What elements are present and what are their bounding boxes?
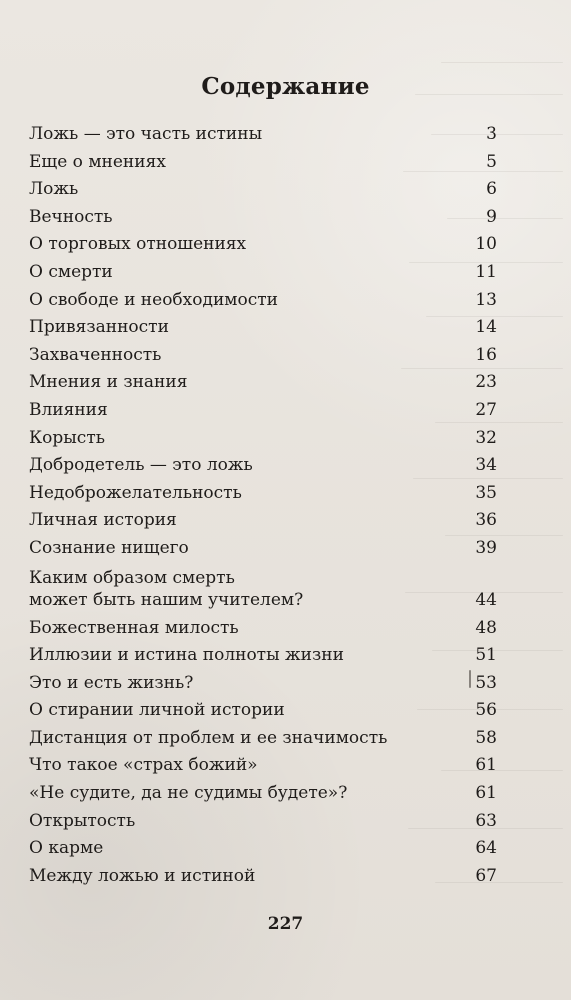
toc-entry (29, 369, 497, 397)
toc-entry-page: 32 (475, 427, 497, 448)
toc-entry-title: Сознание нищего (29, 537, 189, 558)
toc-entry-page: 5 (486, 151, 497, 172)
toc-entry-title: Ложь — это часть истины (29, 124, 263, 144)
page-number: 227 (267, 914, 304, 934)
toc-entry (29, 204, 497, 232)
toc-entry-title: Это и есть жизнь? (29, 672, 194, 693)
toc-entry-page: 34 (475, 455, 497, 476)
toc-entry (29, 452, 497, 480)
toc-entry (29, 642, 497, 670)
toc-entry (29, 149, 497, 177)
toc-entry-page: 51 (475, 645, 497, 666)
toc-entry-page: 36 (475, 510, 497, 531)
toc-entry (29, 697, 497, 725)
toc-entry-title: Что такое «страх божий» (29, 755, 258, 776)
toc-entry (29, 314, 497, 342)
toc-entry (29, 176, 497, 204)
toc-entry-title: Дистанция от проблем и ее значимость (29, 727, 388, 748)
toc-entry-title: Вечность (29, 206, 113, 227)
toc-entry (29, 567, 497, 611)
toc-entry-title: О смерти (29, 261, 113, 282)
toc-entry (29, 425, 497, 453)
toc-entry (29, 535, 497, 563)
toc-entry (29, 780, 497, 808)
toc-entry-title: Привязанности (29, 317, 169, 338)
toc-entry-page: 64 (475, 838, 497, 859)
toc-entry (29, 670, 497, 698)
toc-entry-page: 14 (475, 317, 497, 338)
toc-entry (29, 342, 497, 370)
toc-entry-title (29, 567, 473, 611)
toc-entry-page: 53 (475, 672, 497, 693)
toc-entry-title: О торговых отношениях (29, 234, 247, 255)
toc-entry-title: Между ложью и истиной (29, 865, 256, 886)
toc-entry (29, 121, 497, 149)
toc-entry-page: 23 (475, 372, 497, 393)
toc-entry-page: 9 (486, 206, 497, 227)
table-of-contents (29, 121, 497, 890)
show-through-line (441, 62, 563, 63)
toc-entry (29, 507, 497, 535)
toc-entry-title: Влияния (29, 399, 108, 420)
toc-entry-page: 16 (475, 344, 497, 365)
toc-entry-title: Корысть (29, 427, 105, 448)
toc-entry-title: «Не судите, да не судимы будете»? (29, 783, 348, 804)
toc-entry-page: 61 (475, 755, 497, 776)
toc-entry (29, 259, 497, 287)
toc-entry (29, 615, 497, 643)
toc-entry-title-line: может быть нашим учителем? (29, 589, 304, 610)
toc-entry-title: Еще о мнениях (29, 151, 166, 172)
toc-entry-title: Личная история (29, 510, 177, 531)
page-title: Содержание (201, 73, 370, 100)
toc-entry (29, 863, 497, 891)
toc-entry-page: 27 (475, 399, 497, 420)
toc-entry (29, 835, 497, 863)
toc-entry-title: Открытость (29, 810, 136, 831)
toc-entry (29, 287, 497, 315)
print-mark (469, 670, 471, 688)
toc-entry-title: О карме (29, 838, 104, 859)
toc-entry-title: О стирании личной истории (29, 700, 285, 721)
toc-entry-page: 3 (486, 124, 497, 144)
toc-entry-page: 35 (475, 482, 497, 503)
toc-entry-page: 63 (475, 810, 497, 831)
toc-entry (29, 725, 497, 753)
toc-entry (29, 752, 497, 780)
toc-entry-title: О свободе и необходимости (29, 289, 278, 310)
toc-entry-title: Ложь (29, 179, 79, 200)
toc-entry-title: Захваченность (29, 344, 162, 365)
toc-entry-page: 61 (475, 783, 497, 804)
toc-entry (29, 808, 497, 836)
toc-entry-page: 56 (475, 700, 497, 721)
toc-entry (29, 231, 497, 259)
toc-entry-page: 48 (475, 617, 497, 638)
toc-entry-page: 13 (475, 289, 497, 310)
toc-entry-title: Божественная милость (29, 617, 239, 638)
toc-entry (29, 480, 497, 508)
toc-entry-page: 58 (475, 727, 497, 748)
toc-entry-page: 10 (475, 234, 497, 255)
toc-entry-page: 67 (475, 865, 497, 886)
toc-entry (29, 397, 497, 425)
toc-entry-title: Недоброжелательность (29, 482, 242, 503)
toc-entry-page: 11 (475, 261, 497, 282)
toc-entry-page: 6 (486, 179, 497, 200)
toc-entry-page: 39 (475, 537, 497, 558)
toc-entry-title-line: Каким образом смерть (29, 567, 235, 588)
toc-entry-title: Добродетель — это ложь (29, 455, 253, 476)
toc-entry-title: Иллюзии и истина полноты жизни (29, 645, 344, 666)
toc-entry-page: 44 (475, 589, 497, 610)
toc-entry-title: Мнения и знания (29, 372, 188, 393)
